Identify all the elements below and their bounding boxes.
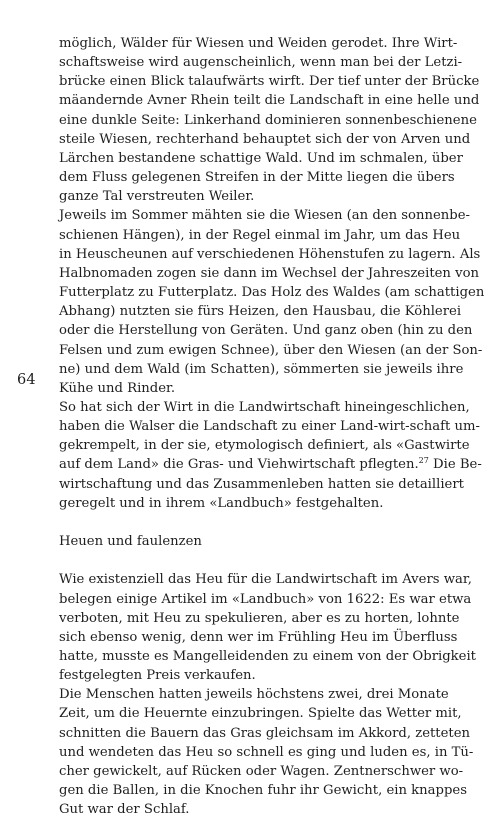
text-line: schaftsweise wird augenscheinlich, wenn man bei der Letzi-	[59, 55, 463, 71]
text-line: möglich, Wälder für Wiesen und Weiden gerodet. Ihre Wirt-	[59, 36, 458, 51]
paragraph	[59, 398, 482, 513]
text-line: Kühe und Rinder.	[59, 380, 176, 396]
text-line: haben die Walser die Landschaft zu einer Land-wirt-schaft um-	[59, 419, 480, 435]
text-line: dem Fluss gelegenen Streifen in der Mitte liegen die übers	[59, 170, 455, 186]
text-line: ne) und dem Wald (im Schatten), sömmerten sie jeweils ihre	[59, 361, 464, 377]
text-line: Die Menschen hatten jeweils höchstens zwei, drei Monate	[59, 687, 449, 703]
paragraph-gap	[59, 551, 425, 570]
text-line: steile Wiesen, rechterhand behauptet sich der von Arven und	[59, 131, 471, 147]
text-line-with-footnote	[59, 455, 482, 474]
text-line: gekrempelt, in der sie, etymologisch definiert, als «Gastwirte	[59, 438, 470, 454]
text-line: Gut war der Schlaf.	[59, 802, 190, 818]
text-line: schienen Hängen), in der Regel einmal im Jahr, um das Heu	[59, 227, 461, 243]
text-line: belegen einige Artikel im «Landbuch» von 1622: Es war etwa	[59, 591, 472, 607]
page-number: 64	[17, 372, 36, 388]
text-line: oder die Herstellung von Geräten. Und ganz oben (hin zu den	[59, 323, 473, 339]
heading-text: Heuen und faulenzen	[59, 534, 202, 550]
paragraph	[59, 206, 485, 398]
paragraph	[59, 570, 476, 685]
text-line: gen die Ballen, in die Knochen fuhr ihr Gewicht, ein knappes	[59, 783, 467, 799]
text-line: und wendeten das Heu so schnell es ging und luden es, in Tü-	[59, 744, 474, 760]
text-line: geregelt und in ihrem «Landbuch» festgehalten.	[59, 495, 384, 511]
footnote-reference[interactable]: 27	[418, 456, 429, 466]
paragraph-gap	[59, 513, 425, 532]
text-line: Wie existenziell das Heu für die Landwirtschaft im Avers war,	[59, 572, 472, 588]
text-line: Abhang) nutzten sie fürs Heizen, den Hausbau, die Köhlerei	[59, 304, 462, 320]
text-line: eine dunkle Seite: Linkerhand dominieren sonnenbeschienene	[59, 112, 477, 128]
text-line: So hat sich der Wirt in die Landwirtschaft hineingeschlichen,	[59, 399, 470, 415]
text-line: festgelegten Preis verkaufen.	[59, 668, 256, 684]
text-segment: auf dem Land» die Gras- und Viehwirtschaft pflegten.	[59, 457, 419, 473]
text-segment: Die Be-	[428, 457, 482, 473]
text-line: hatte, musste es Mangelleidenden zu einem von der Obrigkeit	[59, 648, 476, 664]
text-line: Jeweils im Sommer mähten sie die Wiesen (an den sonnenbe-	[59, 208, 470, 224]
text-line: ganze Tal verstreuten Weiler.	[59, 189, 255, 205]
text-line: wirtschaftung und das Zusammenleben hatten sie detailliert	[59, 476, 464, 492]
text-line: Felsen und zum ewigen Schnee), über den Wiesen (an der Son-	[59, 342, 483, 358]
text-line: Futterplatz zu Futterplatz. Das Holz des Waldes (am schattigen	[59, 285, 485, 301]
text-line: verboten, mit Heu zu spekulieren, aber es zu horten, lohnte	[59, 610, 460, 626]
text-line: in Heuscheunen auf verschiedenen Höhenstufen zu lagern. Als	[59, 246, 481, 262]
text-line: Zeit, um die Heuernte einzubringen. Spielte das Wetter mit,	[59, 706, 462, 722]
paragraph	[59, 34, 480, 206]
text-line: schnitten die Bauern das Gras gleichsam im Akkord, zetteten	[59, 725, 470, 741]
text-line: brücke einen Blick talaufwärts wirft. Der tief unter der Brücke	[59, 74, 480, 90]
text-line: sich ebenso wenig, denn wer im Frühling Heu im Überfluss	[59, 629, 458, 645]
text-line: Lärchen bestandene schattige Wald. Und im schmalen, über	[59, 150, 463, 166]
section-heading	[59, 532, 425, 551]
text-line: Halbnomaden zogen sie dann im Wechsel der Jahreszeiten von	[59, 265, 479, 281]
body-text	[59, 34, 485, 819]
paragraph	[59, 685, 474, 819]
text-line: cher gewickelt, auf Rücken oder Wagen. Zentnerschwer wo-	[59, 763, 464, 779]
text-line: mäandernde Avner Rhein teilt die Landschaft in eine helle und	[59, 93, 480, 109]
